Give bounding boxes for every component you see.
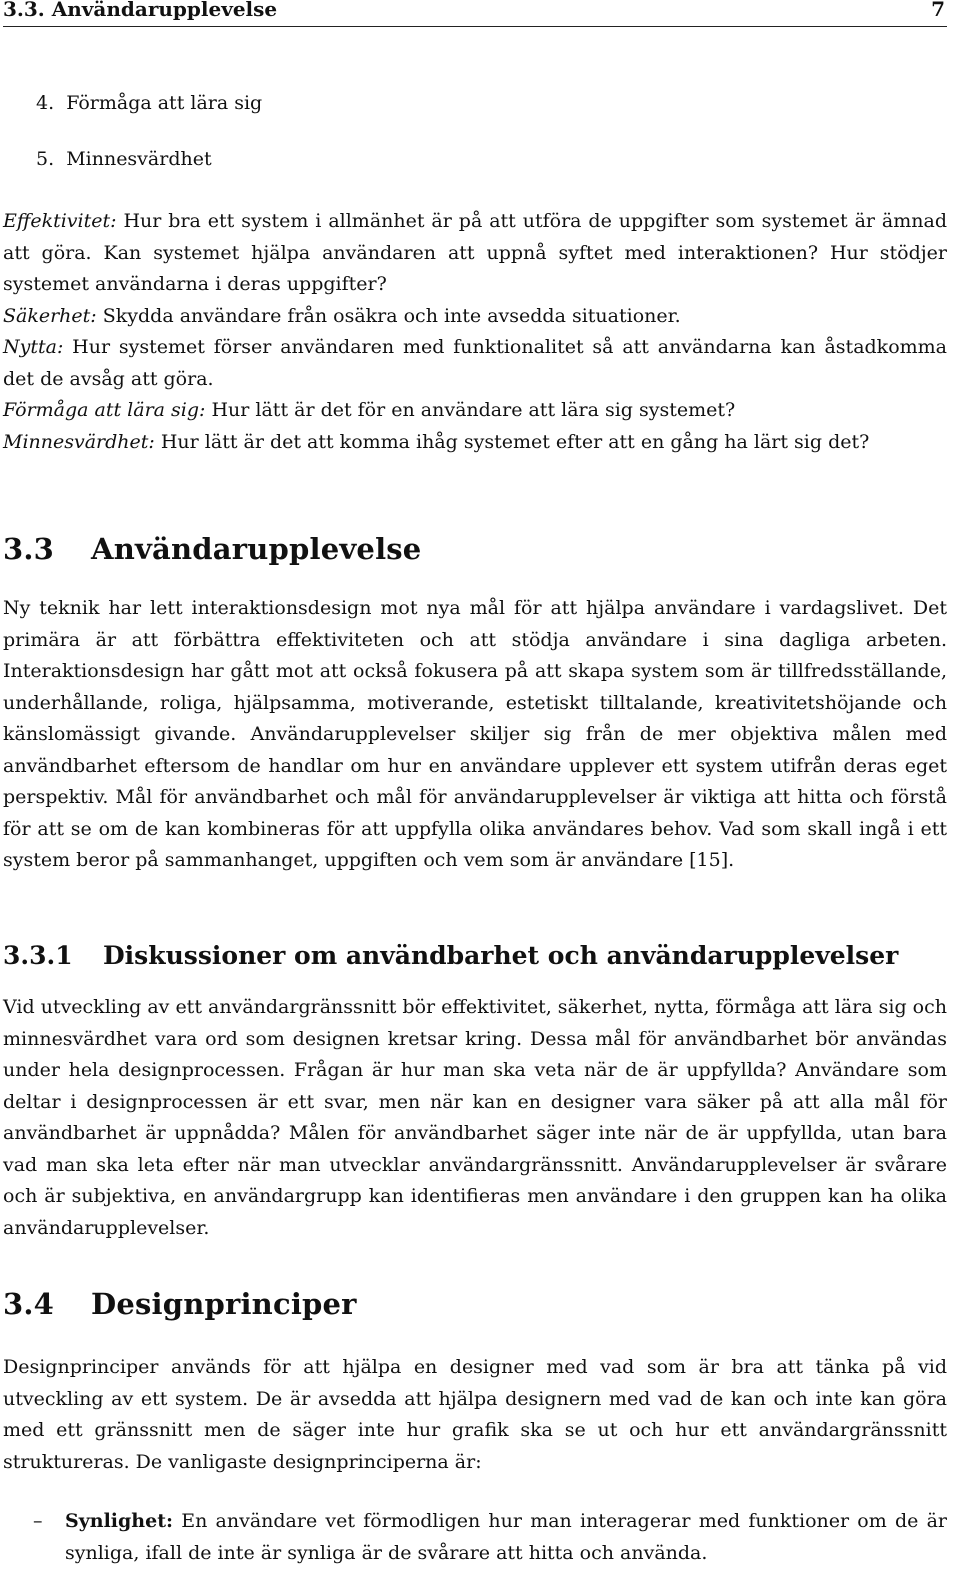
page-number: 7: [931, 0, 945, 21]
enum-number: 4.: [36, 92, 55, 114]
definition-text: Skydda användare från osäkra och inte avsedda situationer.: [96, 304, 681, 327]
definition-text: Hur systemet förser användaren med funktionalitet så att användarna kan åstadkomma det de avsåg att göra.: [3, 336, 947, 390]
definition-item: [3, 395, 947, 427]
section-title: Designprinciper: [91, 1287, 357, 1321]
enum-text: Förmåga att lära sig: [66, 92, 263, 114]
section-body: Designprinciper används för att hjälpa en designer med vad som är bra att tänka på vid utveckling av ett system. De är avsedda att hjälpa designern med vad de kan och inte kan göra med ett gränssnitt men de säger inte hur grafik ska se ut och hur ett användargränssnitt struktureras. De vanligaste designprinciperna är:: [3, 1356, 947, 1473]
section-number: 3.4: [3, 1287, 55, 1321]
definition-text: Hur bra ett system i allmänhet är på att utföra de uppgifter som systemet är ämnad att göra. Kan systemet hjälpa användaren att uppnå syftet med interaktionen? Hur stödjer systemet användarna i deras uppgifter?: [3, 210, 947, 295]
definition-item: [3, 332, 947, 395]
section-body: Ny teknik har lett interaktionsdesign mot nya mål för att hjälpa användare i vardagslivet. Det primära är att förbättra effektiviteten och att stödja användare i sina dagliga arbeten. Interaktionsdesign har gått mot att också fokusera på att skapa system som är tillfredsställande, underhållande, roliga, hjälpsamma, motiverande, estetiskt tilltalande, kreativitetshöjande och känslomässigt givande. Användarupplevelser skiljer sig från de mer objektiva målen med användbarhet eftersom de handlar om hur en användare upplever ett system utifrån deras eget perspektiv. Mål för användbarhet och mål för användarupplevelser är viktiga att hitta och förstå för att se om de kan kombineras för att uppfylla olika användares behov. Vad som skall ingå i ett system beror på sammanhanget, uppgiften och vem som är användare [15].: [3, 597, 947, 871]
section-heading: [3, 532, 421, 566]
definition-text: Hur lätt är det att komma ihåg systemet efter att en gång ha lärt sig det?: [154, 430, 870, 453]
definition-list: [3, 206, 947, 458]
section-heading: [3, 1287, 357, 1321]
definition-term: Minnesvärdhet:: [3, 430, 155, 453]
subsection-body: Vid utveckling av ett användargränssnitt bör effektivitet, säkerhet, nytta, förmåga att lära sig och minnesvärdhet vara ord som designen kretsar kring. Dessa mål för användbarhet bör användas under hela designprocessen. Frågan är hur man ska veta när de är uppfyllda? Användare som deltar i designprocessen är ett svar, men när kan en designer vara säker på att alla mål för användbarhet är uppnådda? Målen för användbarhet säger inte när de är uppfyllda, utan bara vad man ska leta efter när man utvecklar användargränssnitt. Användarupplevelser är svårare och är subjektiva, en användargrupp kan identifieras men användare i den gruppen kan ha olika användarupplevelser.: [3, 996, 947, 1239]
definition-text: Hur lätt är det för en användare att lära sig systemet?: [205, 399, 736, 421]
definition-item: [3, 301, 947, 333]
subsection-title: Diskussioner om användbarhet och användarupplevelser: [103, 941, 899, 970]
running-header: [3, 0, 947, 27]
definition-term: Säkerhet:: [3, 304, 97, 327]
enum-number: 5.: [36, 148, 55, 170]
bullet-text: En användare vet förmodligen hur man interagerar med funktioner om de är synliga, ifall de inte är synliga är de svårare att hitta och använda.: [65, 1510, 947, 1564]
subsection-heading: [3, 941, 898, 970]
definition-term: Förmåga att lära sig:: [3, 399, 206, 421]
bullet-list: [3, 1506, 947, 1569]
subsection-number: 3.3.1: [3, 941, 73, 970]
section-number: 3.3: [3, 532, 55, 566]
definition-item: [3, 206, 947, 301]
bullet-term: Synlighet:: [65, 1510, 173, 1532]
definition-item: [3, 427, 947, 459]
dash-bullet: –: [33, 1510, 43, 1532]
list-item: [3, 1506, 947, 1569]
running-header-title: 3.3. Användarupplevelse: [3, 0, 278, 21]
section-title: Användarupplevelse: [91, 532, 422, 566]
enum-text: Minnesvärdhet: [66, 148, 212, 170]
definition-term: Nytta:: [3, 336, 64, 358]
definition-term: Effektivitet:: [3, 210, 117, 232]
enum-item: [36, 92, 262, 114]
enum-item: [36, 148, 212, 170]
